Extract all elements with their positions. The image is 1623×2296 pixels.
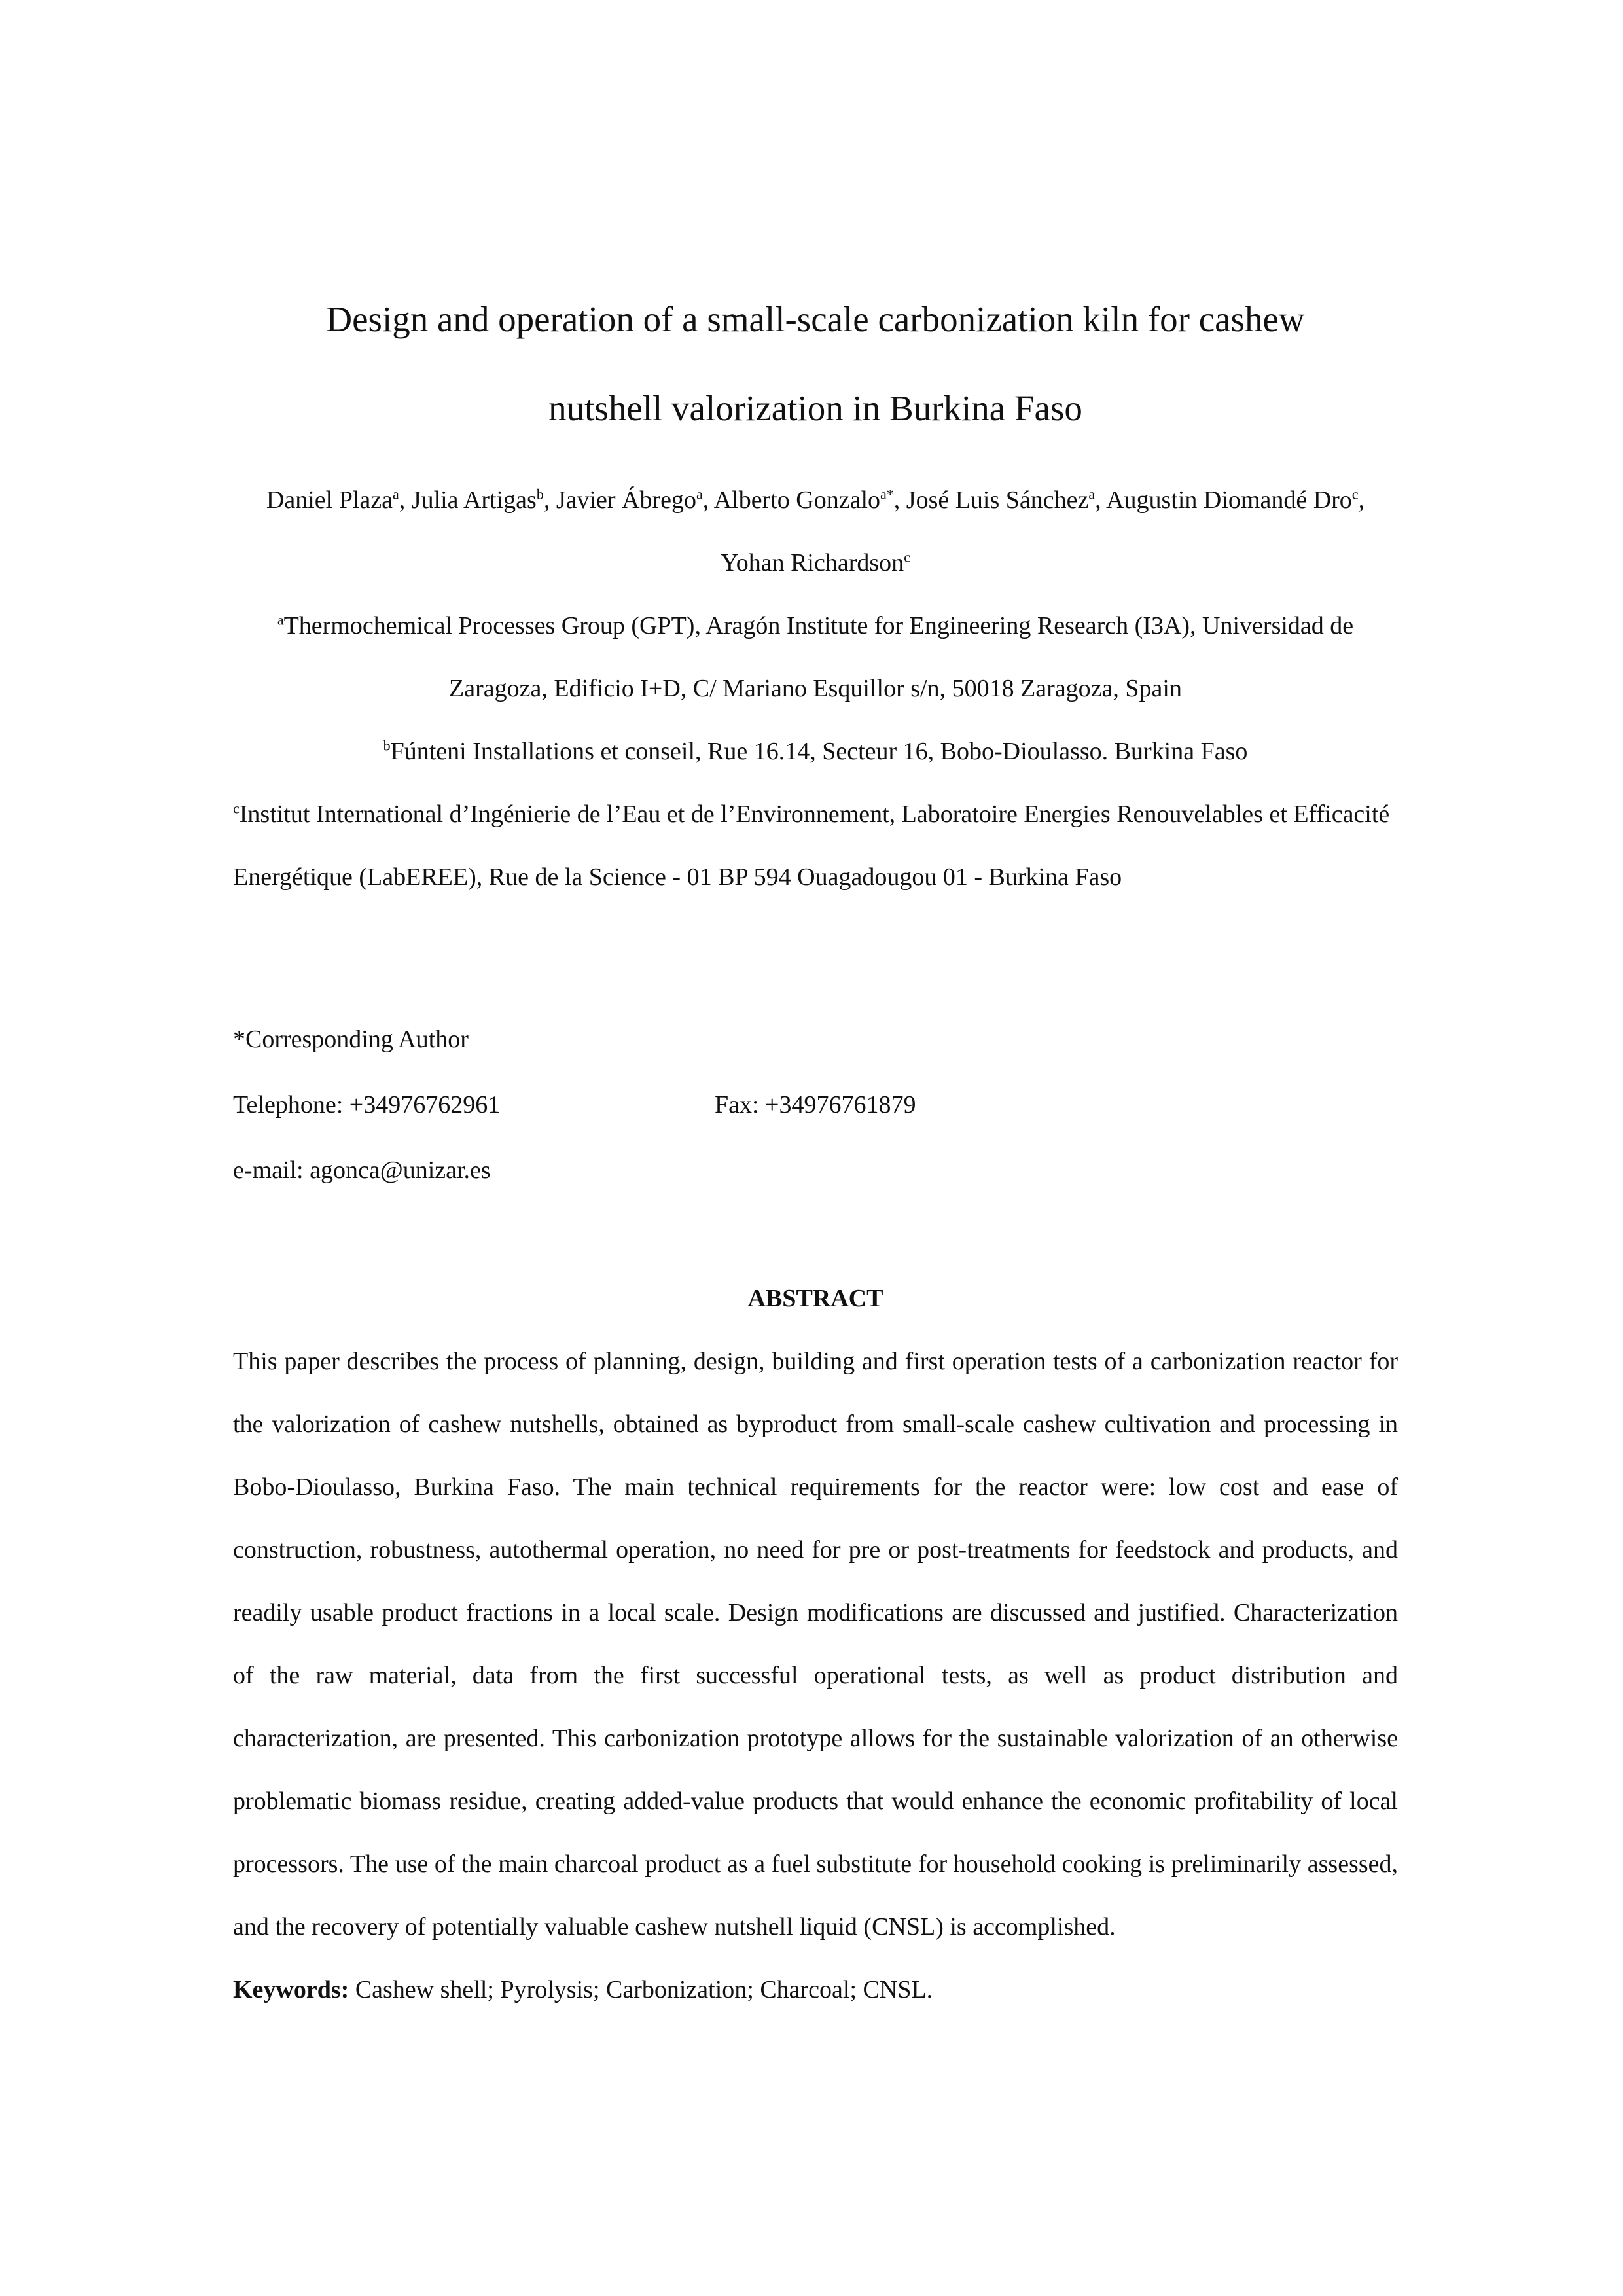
affiliation-b: [233, 720, 1398, 783]
fax: Fax: +34976761879: [715, 1091, 916, 1119]
author-name: Julia Artigas: [411, 486, 537, 514]
author-separator: ,: [893, 486, 906, 514]
corresponding-author-label: *Corresponding Author: [233, 1026, 469, 1053]
abstract-body: This paper describes the process of planning, design, building and first operation tests of a carbonization reactor for the valorization of cashew nutshells, obtained as byproduct from small-scale cashew cultivation and processing in Bobo-Dioulasso, Burkina Faso. The main technical requirements for the reactor were: low cost and ease of construction, robustness, autothermal operation, no need for pre or post-treatments for feedstock and products, and readily usable product fractions in a local scale. Design modifications are discussed and justified. Characterization of the raw material, data from the first successful operational tests, as well as product distribution and characterization, are presented. This carbonization prototype allows for the sustainable valorization of an otherwise problematic biomass residue, creating added-value products that would enhance the economic profitability of local processors. The use of the main charcoal product as a fuel substitute for household cooking is preliminarily assessed, and the recovery of potentially valuable cashew nutshell liquid (CNSL) is accomplished.: [233, 1348, 1398, 1941]
author-name: Augustin Diomandé Dro: [1106, 486, 1352, 514]
affiliation-a: [233, 594, 1398, 720]
author-affiliation-mark: a: [1088, 486, 1096, 503]
author-affiliation-mark: b: [536, 486, 544, 503]
author-name: José Luis Sánchez: [906, 486, 1089, 514]
author-affiliation-mark: c: [1351, 486, 1359, 503]
keywords: [233, 1958, 1398, 2021]
author-affiliation-mark: a: [696, 486, 703, 503]
author-name: Daniel Plaza: [266, 486, 393, 514]
author-separator: ,: [1358, 486, 1365, 514]
author-affiliation-mark: a: [393, 486, 399, 503]
affiliation-text: Thermochemical Processes Group (GPT), Aragón Institute for Engineering Research (I3A), Universidad de Zaragoza, Edificio I+D, C/ Mariano Esquillor s/n, 50018 Zaragoza, Spain: [283, 612, 1354, 702]
abstract-heading: ABSTRACT: [747, 1285, 883, 1312]
author-separator: ,: [702, 486, 714, 514]
author-affiliation-mark: c: [904, 548, 910, 565]
title-line-1: Design and operation of a small-scale carbonization kiln for cashew: [326, 299, 1305, 339]
paper-first-page: [233, 275, 1398, 2021]
corresponding-author-block: [233, 1007, 1398, 1203]
author-list: [233, 469, 1398, 594]
keywords-text: Cashew shell; Pyrolysis; Carbonization; Charcoal; CNSL.: [349, 1976, 933, 2003]
affiliation-mark: c: [233, 800, 240, 817]
author-name: Javier Ábrego: [556, 486, 697, 514]
author-affiliation-mark: a*: [880, 486, 894, 503]
author-name: Yohan Richardson: [721, 549, 904, 577]
contact-row: [233, 1072, 1398, 1138]
affiliation-text: Institut International d’Ingénierie de l’Eau et de l’Environnement, Laboratoire Energies Renouvelables et Efficacité Energétique (LabEREE), Rue de la Science - 01 BP 594 Ouagadougou 01 - Burkina Faso: [233, 800, 1390, 891]
title-line-2: nutshell valorization in Burkina Faso: [548, 388, 1082, 428]
author-separator: ,: [1095, 486, 1107, 514]
affiliation-mark: a: [277, 611, 284, 628]
author-name: Alberto Gonzalo: [713, 486, 881, 514]
keywords-label: Keywords:: [233, 1976, 349, 2003]
author-separator: ,: [543, 486, 556, 514]
paper-title: [233, 275, 1398, 453]
affiliation-mark: b: [383, 737, 391, 754]
telephone: Telephone: +34976762961: [233, 1091, 501, 1119]
affiliation-text: Fúnteni Installations et conseil, Rue 16.14, Secteur 16, Bobo-Dioulasso. Burkina Faso: [390, 738, 1248, 765]
email: e-mail: agonca@unizar.es: [233, 1157, 491, 1184]
author-separator: ,: [399, 486, 412, 514]
affiliation-c: [233, 783, 1398, 908]
